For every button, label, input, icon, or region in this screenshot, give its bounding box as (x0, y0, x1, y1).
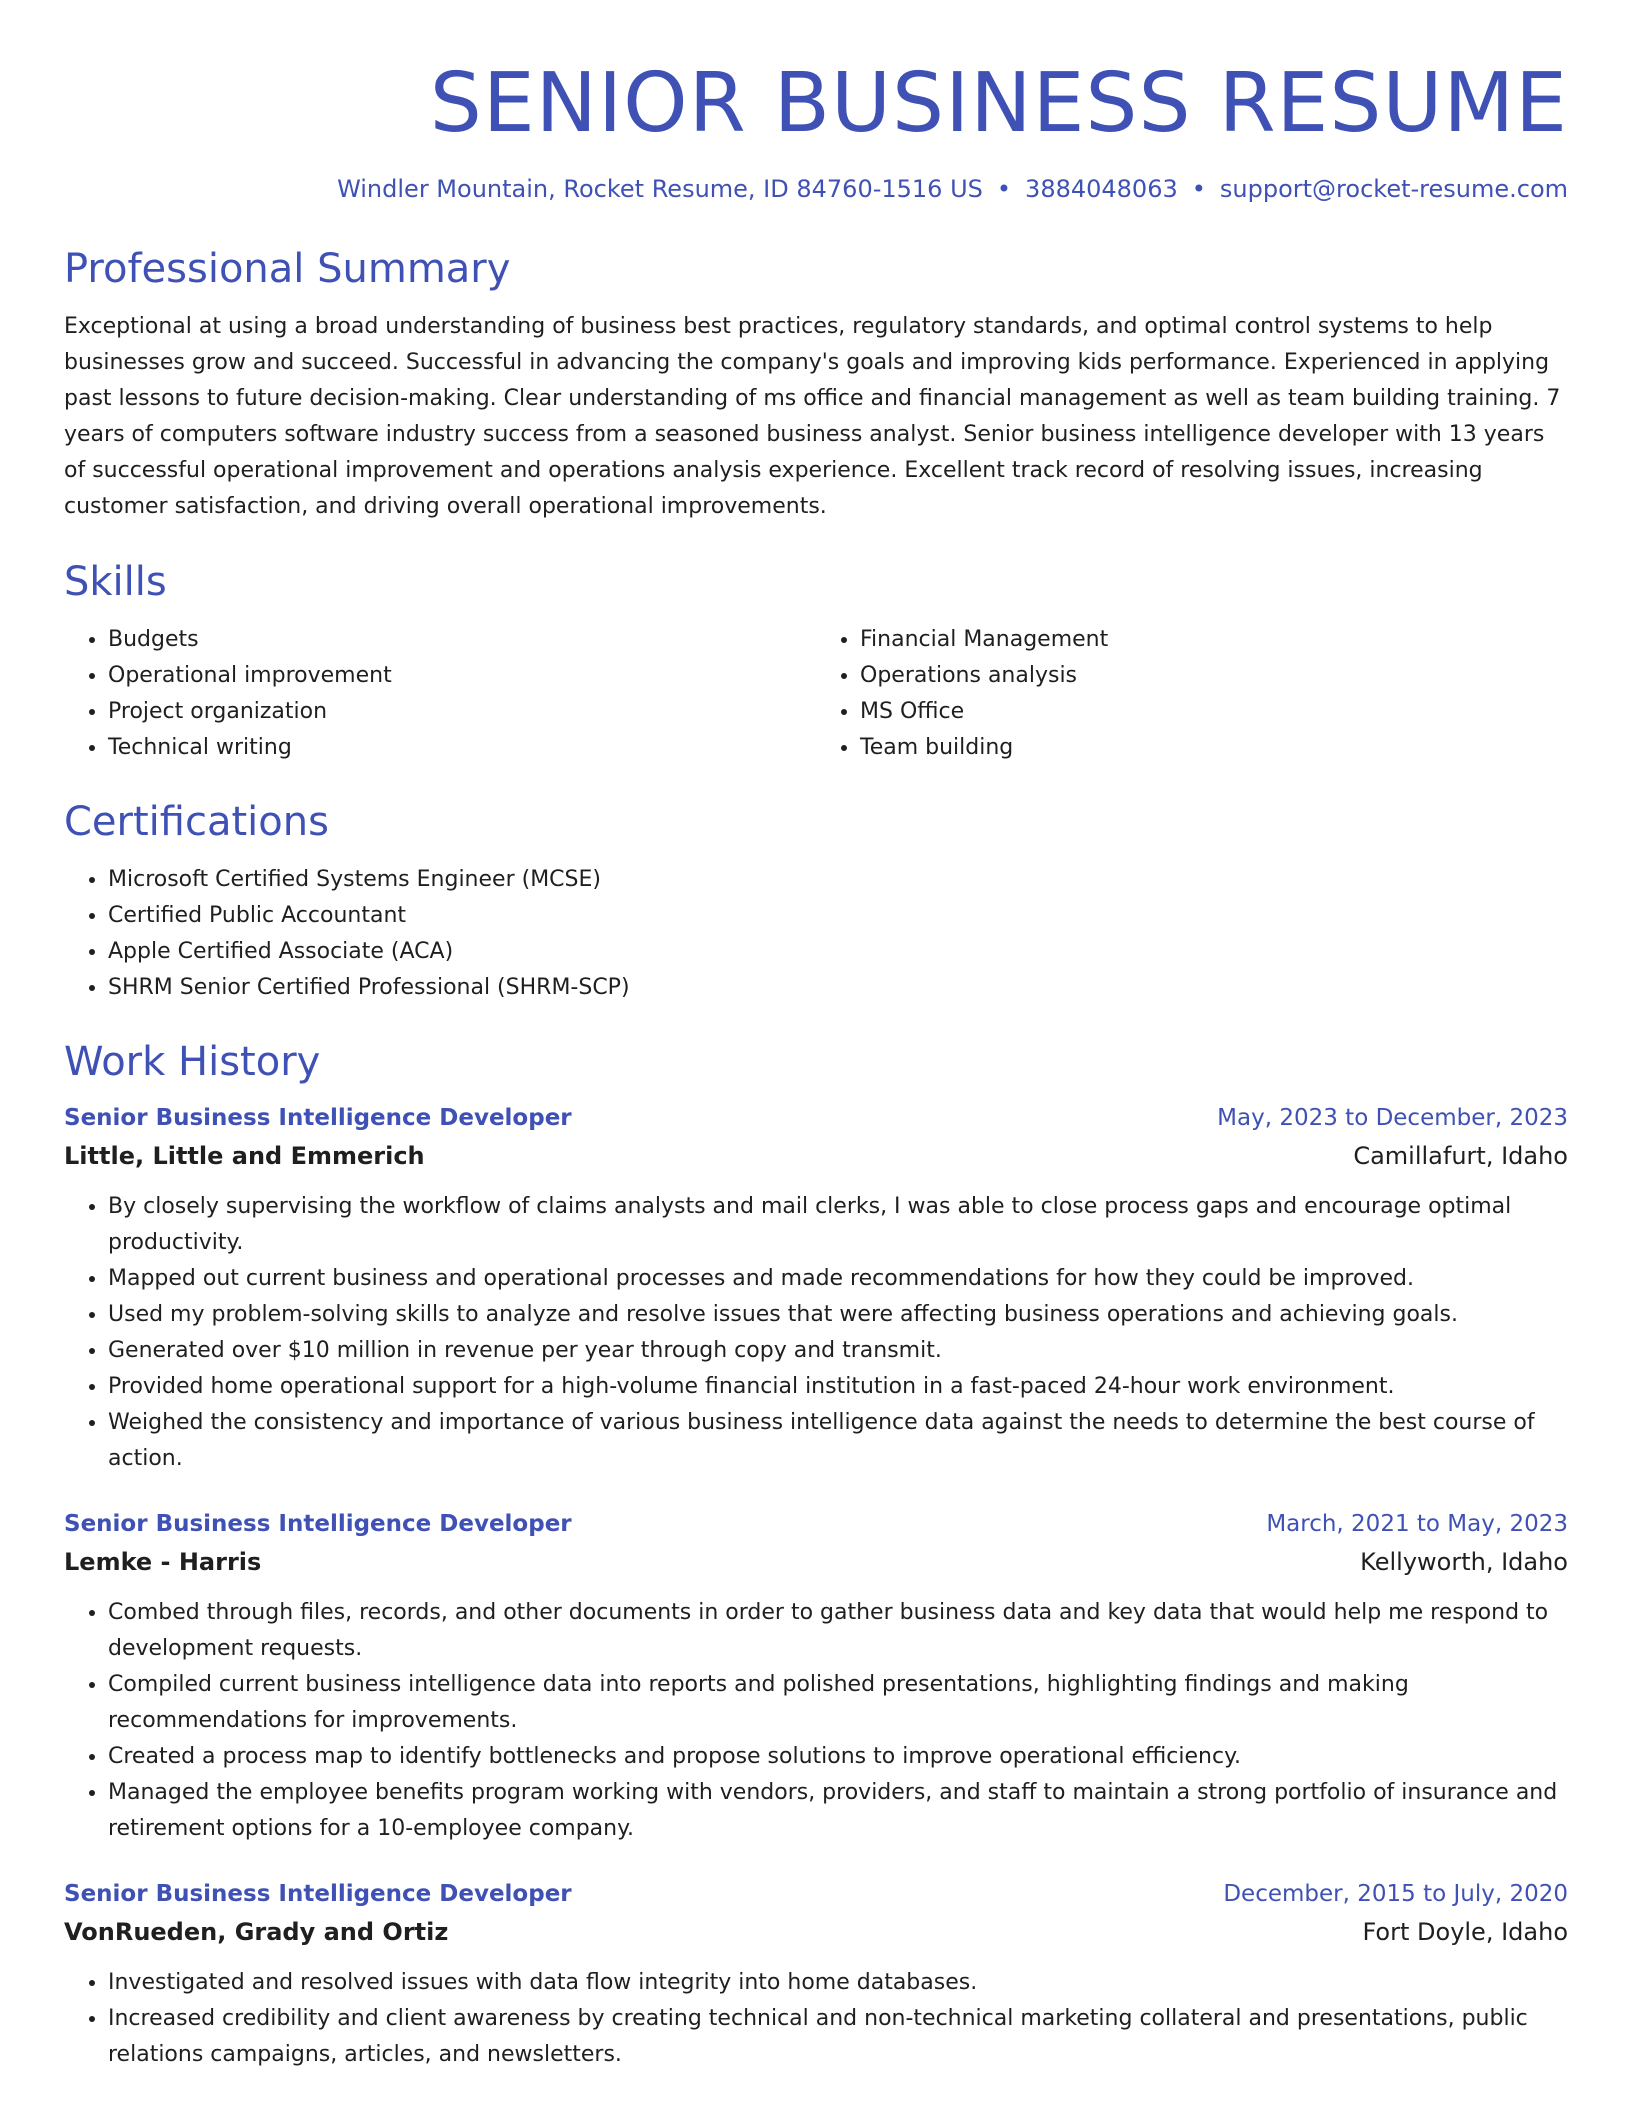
summary-section (64, 243, 1568, 525)
job-bullet: • Generated over $10 million in revenue per year through copy and transmit. (108, 1333, 1568, 1369)
certification-item: • Certified Public Accountant (108, 898, 1568, 934)
job-bullet: • Combed through files, records, and other documents in order to gather business data and key data that would help me respond to development requests. (108, 1595, 1568, 1667)
job-title: Senior Business Intelligence Developer (64, 1881, 572, 1907)
job-bullet: • Compiled current business intelligence data into reports and polished presentations, highlighting findings and making recommendations for improvements. (108, 1667, 1568, 1739)
skill-item: • Financial Management (860, 622, 1568, 658)
resume-title: SENIOR BUSINESS RESUME (429, 56, 1568, 151)
job-bullet: • Managed the employee benefits program working with vendors, providers, and staff to maintain a strong portfolio of insurance and retirement options for a 10-employee company. (108, 1775, 1568, 1847)
job-bullet: • Mapped out current business and operational processes and made recommendations for how they could be improved. (108, 1261, 1568, 1297)
skills-section (64, 556, 1568, 766)
contact-phone[interactable]: 3884048063 (1025, 175, 1178, 203)
job-company: Lemke - Harris (64, 1548, 262, 1576)
job-location: Camillafurt, Idaho (1353, 1142, 1568, 1170)
contact-email[interactable]: support@rocket-resume.com (1219, 175, 1568, 203)
job-entry (64, 1875, 1568, 2073)
job-entry (64, 1099, 1568, 1477)
certification-item: • Apple Certified Associate (ACA) (108, 934, 1568, 970)
contact-separator: • (996, 175, 1012, 203)
job-bullet: • Created a process map to identify bottlenecks and propose solutions to improve operational efficiency. (108, 1739, 1568, 1775)
skill-item: • Technical writing (108, 730, 816, 766)
work-history-section (64, 1036, 1568, 2073)
skills-list-left (64, 622, 816, 766)
summary-text: Exceptional at using a broad understanding of business best practices, regulatory standards, and optimal control systems to help businesses grow and succeed. Successful in advancing the company's goals and improving kids performance. Experienced in applying past lessons to future decision-making. Clear understanding of ms office and financial management as well as team building training. 7 years of computers software industry success from a seasoned business analyst. Senior business intelligence developer with 13 years of successful operational improvement and operations analysis experience. Excellent track record of resolving issues, increasing customer satisfaction, and driving overall operational improvements. (64, 314, 1561, 519)
job-bullets (64, 1595, 1568, 1847)
skill-item: • Operational improvement (108, 658, 816, 694)
contact-address: Windler Mountain, Rocket Resume, ID 84760-1516 US (337, 175, 983, 203)
job-bullet: • Used my problem-solving skills to analyze and resolve issues that were affecting business operations and achieving goals. (108, 1297, 1568, 1333)
certifications-heading: Certifications (64, 799, 329, 845)
job-entry (64, 1505, 1568, 1847)
job-subheader (64, 1913, 1568, 1951)
certification-item: • SHRM Senior Certified Professional (SHRM-SCP) (108, 970, 1568, 1006)
job-company: Little, Little and Emmerich (64, 1142, 425, 1170)
job-subheader (64, 1137, 1568, 1175)
job-dates: May, 2023 to December, 2023 (1217, 1105, 1568, 1131)
job-bullets (64, 1965, 1568, 2073)
contact-line (64, 172, 1568, 206)
job-bullet: • Weighed the consistency and importance of various business intelligence data against the needs to determine the best course of action. (108, 1405, 1568, 1477)
job-bullet: • Investigated and resolved issues with data flow integrity into home databases. (108, 1965, 1568, 2001)
job-header (64, 1505, 1568, 1543)
summary-heading: Professional Summary (64, 246, 511, 292)
job-company: VonRueden, Grady and Ortiz (64, 1918, 449, 1946)
contact-separator: • (1191, 175, 1206, 203)
skills-list-right (816, 622, 1568, 766)
job-header (64, 1099, 1568, 1137)
skill-item: • Team building (860, 730, 1568, 766)
job-title: Senior Business Intelligence Developer (64, 1105, 572, 1131)
skills-grid (64, 622, 1568, 766)
certifications-section (64, 796, 1568, 1006)
skill-item: • MS Office (860, 694, 1568, 730)
job-bullet: • By closely supervising the workflow of claims analysts and mail clerks, I was able to close process gaps and encourage optimal productivity. (108, 1189, 1568, 1261)
job-location: Kellyworth, Idaho (1360, 1548, 1568, 1576)
job-title: Senior Business Intelligence Developer (64, 1511, 572, 1537)
skill-item: • Budgets (108, 622, 816, 658)
certifications-list (64, 862, 1568, 1006)
certification-item: • Microsoft Certified Systems Engineer (MCSE) (108, 862, 1568, 898)
job-dates: March, 2021 to May, 2023 (1266, 1511, 1568, 1537)
job-bullet: • Increased credibility and client awareness by creating technical and non-technical marketing collateral and presentations, public relations campaigns, articles, and newsletters. (108, 2001, 1568, 2073)
job-bullets (64, 1189, 1568, 1477)
job-subheader (64, 1543, 1568, 1581)
work-history-heading: Work History (64, 1039, 321, 1085)
skills-heading: Skills (64, 559, 167, 605)
skill-item: • Project organization (108, 694, 816, 730)
job-header (64, 1875, 1568, 1913)
job-dates: December, 2015 to July, 2020 (1223, 1881, 1568, 1907)
skill-item: • Operations analysis (860, 658, 1568, 694)
job-location: Fort Doyle, Idaho (1362, 1918, 1568, 1946)
job-bullet: • Provided home operational support for a high-volume financial institution in a fast-paced 24-hour work environment. (108, 1369, 1568, 1405)
